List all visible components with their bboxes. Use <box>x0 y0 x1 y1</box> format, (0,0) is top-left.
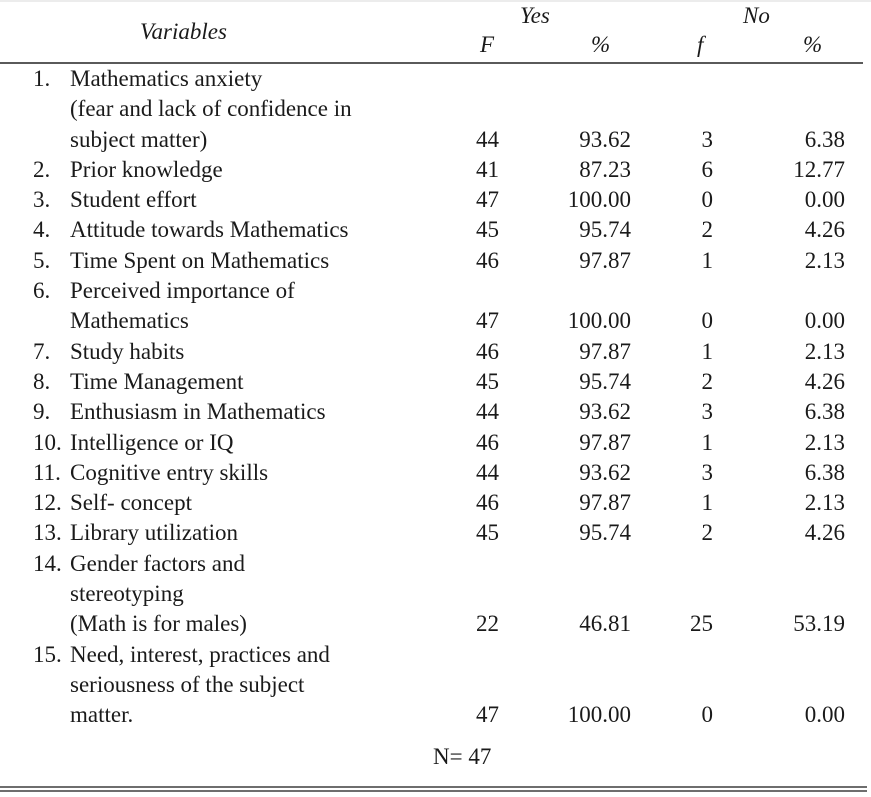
no-frequency-cell: 1 <box>701 429 713 455</box>
no-frequency-cell: 2 <box>701 520 713 546</box>
variable-line <box>0 640 871 670</box>
yes-percent-cell: 87.23 <box>579 156 631 182</box>
no-percent-cell: 53.19 <box>793 611 845 637</box>
no-percent-cell: 2.13 <box>804 429 845 455</box>
yes-frequency-cell: 46 <box>476 338 499 364</box>
variable-line <box>0 185 871 215</box>
table-row <box>0 397 871 427</box>
no-percent-cell: 2.13 <box>804 490 845 516</box>
variable-line <box>0 488 871 518</box>
sample-size-label: N= 47 <box>433 744 492 769</box>
table-row <box>0 64 871 155</box>
yes-percent-cell: 93.62 <box>579 126 631 152</box>
variable-label: Mathematics <box>70 308 189 334</box>
yes-percent-cell: 95.74 <box>579 368 631 394</box>
table-row <box>0 337 871 367</box>
variable-label: (Math is for males) <box>70 611 247 637</box>
yes-frequency-cell: 44 <box>476 126 499 152</box>
no-percent-cell: 2.13 <box>804 338 845 364</box>
yes-percent-cell: 95.74 <box>579 520 631 546</box>
variable-label: subject matter) <box>70 126 208 152</box>
yes-frequency-cell: 47 <box>476 702 499 728</box>
table-row <box>0 458 871 488</box>
no-percent-cell: 0.00 <box>804 187 845 213</box>
variable-label: Gender factors and <box>70 550 245 576</box>
yes-frequency-cell: 44 <box>476 399 499 425</box>
variable-label: Time Spent on Mathematics <box>70 247 330 273</box>
row-number: 4. <box>33 217 51 243</box>
variable-label: Mathematics anxiety <box>70 66 263 91</box>
yes-frequency-cell: 46 <box>476 247 499 273</box>
no-percent-cell: 6.38 <box>804 399 845 425</box>
variable-label: Enthusiasm in Mathematics <box>70 399 326 425</box>
table-body <box>0 64 871 731</box>
row-number: 13. <box>33 520 62 546</box>
no-frequency-cell: 25 <box>690 611 713 637</box>
variable-line <box>0 155 871 185</box>
no-percent-cell: 6.38 <box>804 459 845 485</box>
no-percent-cell: 2.13 <box>804 247 845 273</box>
row-number: 11. <box>33 459 61 485</box>
no-frequency-header: f <box>697 32 704 57</box>
yes-frequency-cell: 47 <box>476 308 499 334</box>
no-percent-cell: 4.26 <box>804 368 845 394</box>
row-number: 15. <box>33 641 62 667</box>
variable-line <box>0 337 871 367</box>
variable-label: seriousness of the subject <box>70 671 305 697</box>
no-frequency-cell: 0 <box>701 308 713 334</box>
table-row <box>0 155 871 185</box>
yes-frequency-cell: 46 <box>476 490 499 516</box>
variable-label: Study habits <box>70 338 185 364</box>
variable-label: Self- concept <box>70 490 192 516</box>
yes-frequency-cell: 45 <box>476 217 499 243</box>
row-number: 6. <box>33 278 51 304</box>
row-number: 5. <box>33 247 51 273</box>
yes-percent-header: % <box>591 32 611 57</box>
yes-frequency-cell: 45 <box>476 368 499 394</box>
yes-frequency-cell: 41 <box>476 156 499 182</box>
yes-percent-cell: 93.62 <box>579 399 631 425</box>
no-frequency-cell: 3 <box>701 399 713 425</box>
variable-line <box>0 64 871 94</box>
yes-percent-cell: 100.00 <box>567 702 631 728</box>
variable-line <box>0 125 871 155</box>
no-percent-cell: 4.26 <box>804 520 845 546</box>
yes-frequency-cell: 44 <box>476 459 499 485</box>
variable-line <box>0 94 871 124</box>
variable-line <box>0 306 871 336</box>
variable-line <box>0 670 871 700</box>
no-frequency-cell: 1 <box>701 247 713 273</box>
variable-line <box>0 549 871 579</box>
table-header <box>0 0 871 64</box>
variable-line <box>0 215 871 245</box>
no-percent-cell: 6.38 <box>804 126 845 152</box>
variable-line <box>0 428 871 458</box>
row-number: 12. <box>33 490 62 516</box>
variable-label: Need, interest, practices and <box>70 641 330 667</box>
yes-percent-cell: 97.87 <box>579 429 631 455</box>
variable-line <box>0 579 871 609</box>
row-number: 8. <box>33 368 51 394</box>
yes-frequency-header: F <box>480 32 495 57</box>
yes-percent-cell: 46.81 <box>579 611 631 637</box>
variable-label: Intelligence or IQ <box>70 429 234 455</box>
variable-label: Attitude towards Mathematics <box>70 217 349 243</box>
variable-line <box>0 397 871 427</box>
variable-label: Time Management <box>70 368 244 394</box>
no-percent-cell: 4.26 <box>804 217 845 243</box>
variable-line <box>0 609 871 639</box>
table-row <box>0 518 871 548</box>
variable-line <box>0 367 871 397</box>
table-row <box>0 215 871 245</box>
table-row <box>0 549 871 640</box>
no-percent-header: % <box>803 32 823 57</box>
table-row <box>0 185 871 215</box>
row-number: 9. <box>33 399 51 425</box>
no-frequency-cell: 3 <box>701 459 713 485</box>
yes-frequency-cell: 22 <box>476 611 499 637</box>
row-number: 14. <box>33 550 62 576</box>
variable-line <box>0 700 871 730</box>
variable-line <box>0 458 871 488</box>
no-frequency-cell: 2 <box>701 217 713 243</box>
variable-line <box>0 246 871 276</box>
row-number: 1. <box>33 66 51 91</box>
row-number: 2. <box>33 156 51 182</box>
variable-label: Library utilization <box>70 520 238 546</box>
no-group-header: No <box>743 3 770 28</box>
variable-label: (fear and lack of confidence in <box>70 96 352 122</box>
variable-label: Perceived importance of <box>70 278 295 304</box>
no-frequency-cell: 1 <box>701 338 713 364</box>
no-percent-cell: 0.00 <box>804 702 845 728</box>
yes-percent-cell: 100.00 <box>567 187 631 213</box>
table-row <box>0 488 871 518</box>
variable-label: stereotyping <box>70 581 184 607</box>
no-percent-cell: 0.00 <box>804 308 845 334</box>
row-number: 10. <box>33 429 62 455</box>
no-frequency-cell: 0 <box>701 187 713 213</box>
row-number: 7. <box>33 338 51 364</box>
yes-percent-cell: 97.87 <box>579 490 631 516</box>
yes-frequency-cell: 47 <box>476 187 499 213</box>
no-frequency-cell: 2 <box>701 368 713 394</box>
yes-frequency-cell: 45 <box>476 520 499 546</box>
variable-line <box>0 276 871 306</box>
yes-percent-cell: 95.74 <box>579 217 631 243</box>
table-row <box>0 367 871 397</box>
yes-frequency-cell: 46 <box>476 429 499 455</box>
variable-label: Prior knowledge <box>70 156 223 182</box>
yes-percent-cell: 97.87 <box>579 247 631 273</box>
bottom-double-rule-top <box>0 786 867 788</box>
yes-percent-cell: 100.00 <box>567 308 631 334</box>
bottom-double-rule-bottom <box>0 790 867 792</box>
table-row <box>0 428 871 458</box>
table-row <box>0 246 871 276</box>
no-percent-cell: 12.77 <box>793 156 845 182</box>
no-frequency-cell: 1 <box>701 490 713 516</box>
yes-group-header: Yes <box>520 3 550 28</box>
variable-label: Student effort <box>70 187 197 213</box>
variables-column-header: Variables <box>140 19 227 44</box>
table-row <box>0 276 871 337</box>
variable-label: matter. <box>70 702 134 728</box>
variable-line <box>0 518 871 548</box>
yes-percent-cell: 93.62 <box>579 459 631 485</box>
table-row <box>0 640 871 731</box>
no-frequency-cell: 0 <box>701 702 713 728</box>
no-frequency-cell: 6 <box>701 156 713 182</box>
no-frequency-cell: 3 <box>701 126 713 152</box>
yes-percent-cell: 97.87 <box>579 338 631 364</box>
row-number: 3. <box>33 187 51 213</box>
variable-label: Cognitive entry skills <box>70 459 269 485</box>
